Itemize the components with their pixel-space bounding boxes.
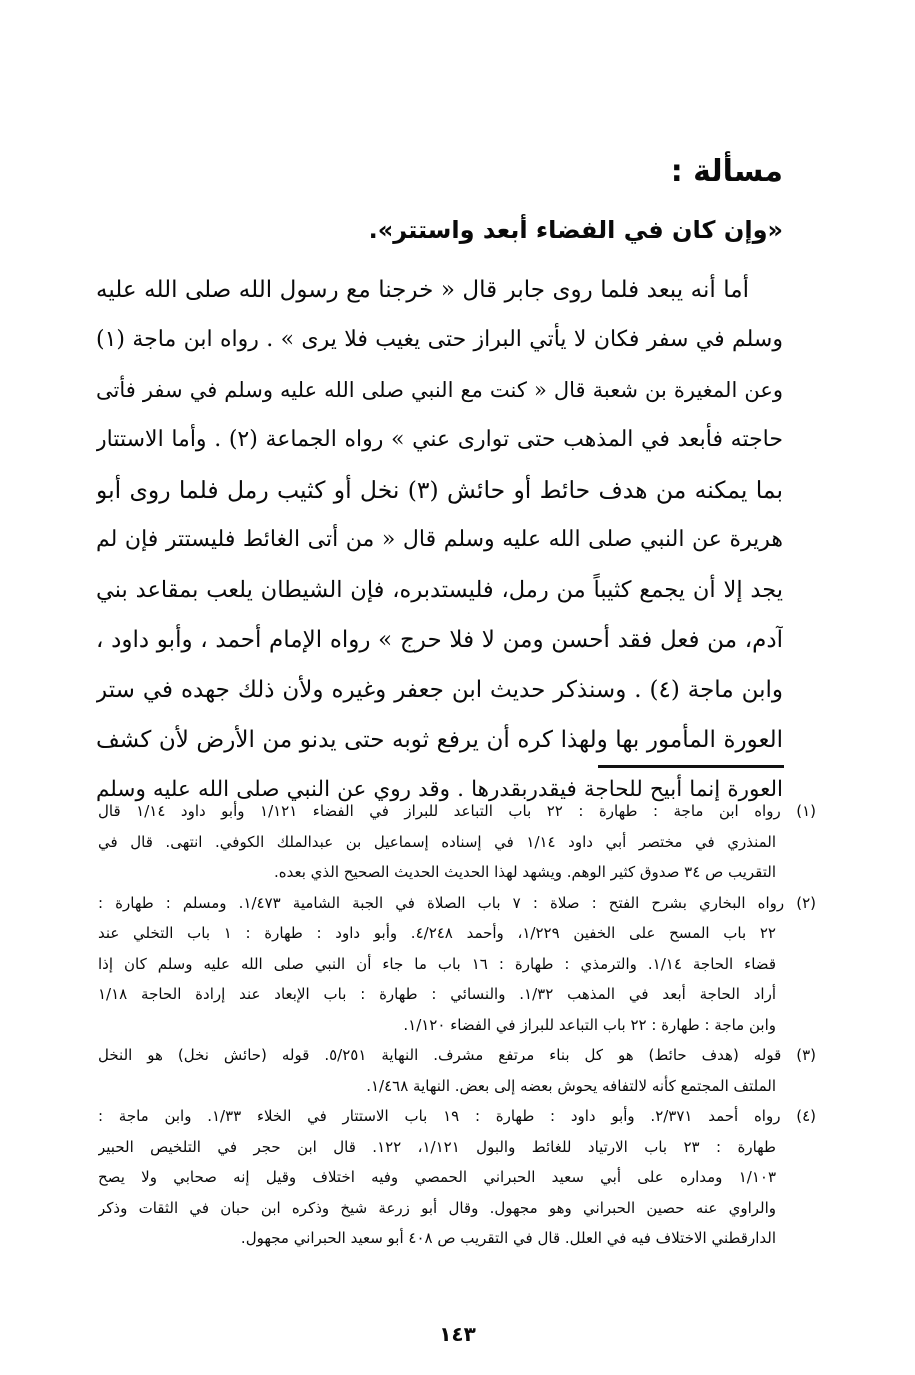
body-line: العورة المأمور بها ولهذا كره أن يرفع ثوبه حتى يدنو من الأرض لأن كشف xyxy=(96,727,783,753)
body-line: آدم، من فعل فقد أحسن ومن لا فلا حرج » رواه الإمام أحمد ، وأبو داود ، xyxy=(96,627,783,653)
footnote-line: قضاء الحاجة ١/١٤. والترمذي : طهارة : ١٦ باب ما جاء أن النبي صلى الله عليه وسلم كان إذا xyxy=(98,954,776,973)
footnote-line: (٤) رواه أحمد ٢/٣٧١. وأبو داود : طهارة : ١٩ باب الاستتار في الخلاء ١/٣٣. وابن ماجة : xyxy=(98,1107,816,1125)
footnote-line: ١/١٠٣ ومداره على أبي سعيد الحبراني الحمصي وفيه اختلاف وقيل إنه صحابي ولا يصح xyxy=(98,1168,776,1186)
footnote-line: طهارة : ٢٣ باب الارتياد للغائط والبول ١/١٢١، ١٢٢. قال ابن حجر في التلخيص الحبير xyxy=(98,1137,776,1156)
body-line: حاجته فأبعد في المذهب حتى توارى عني » رواه الجماعة (٢) . وأما الاستتار xyxy=(96,427,783,452)
body-text xyxy=(96,268,783,818)
footnote-line: (٢) رواه البخاري بشرح الفتح : صلاة : ٧ باب الصلاة في الجبة الشامية ١/٤٧٣. ومسلم : طهارة : xyxy=(98,893,816,912)
body-line: بما يمكنه من هدف حائط أو حائش (٣) نخل أو كثيب رمل فلما روى أبو xyxy=(96,476,783,504)
footnote-line: والراوي عنه حصين الحبراني وهو مجهول. وقال أبو زرعة شيخ وذكره ابن حبان في الثقات وذكر xyxy=(98,1198,776,1217)
body-line: يجد إلا أن يجمع كثيباً من رمل، فليستدبره، فإن الشيطان يلعب بمقاعد بني xyxy=(96,577,783,603)
footnote-line: المنذري في مختصر أبي داود ١/١٤ في إسناده إسماعيل بن عبدالملك الكوفي. انتهى. قال في xyxy=(98,832,777,851)
footnote-line: أراد الحاجة أبعد في المذهب ١/٣٢. والنسائي : طهارة : باب الإبعاد عند إرادة الحاجة ١/١٨ xyxy=(98,985,776,1003)
footnote-line: التقريب ص ٣٤ صدوق كثير الوهم. ويشهد لهذا الحديث الحديث الصحيح الذي بعده. xyxy=(273,863,776,881)
body-line: وسلم في سفر فكان لا يأتي البراز حتى يغيب فلا يرى » . رواه ابن ماجة (١) xyxy=(96,327,783,352)
quoted-text-heading: «وإن كان في الفضاء أبعد واستتر». xyxy=(368,216,783,244)
body-line: هريرة عن النبي صلى الله عليه وسلم قال « من أتى الغائط فليستتر فإن لم xyxy=(96,527,783,552)
body-line: وعن المغيرة بن شعبة قال « كنت مع النبي صلى الله عليه وسلم في سفر فأتى xyxy=(96,378,783,402)
footnotes xyxy=(98,796,816,1254)
footnote-line: الدارقطني الاختلاف فيه في العلل. قال في التقريب ص ٤٠٨ أبو سعيد الحبراني مجهول. xyxy=(240,1229,776,1247)
page-number: ١٤٣ xyxy=(439,1322,476,1346)
body-line: وابن ماجة (٤) . وسنذكر حديث ابن جعفر وغيره ولأن ذلك جهده في ستر xyxy=(96,677,783,703)
footnote-line: (٣) قوله (هدف حائط) هو كل بناء مرتفع مشرف. النهاية ٥/٢٥١. قوله (حائش نخل) هو النخل xyxy=(98,1046,816,1064)
footnote-line: الملتف المجتمع كأنه لالتفافه يحوش بعضه إلى بعض. النهاية ١/٤٦٨. xyxy=(366,1076,776,1095)
footnote-separator xyxy=(598,765,784,768)
footnote-line: (١) رواه ابن ماجة : طهارة : ٢٢ باب التباعد للبراز في الفضاء ١/١٢١ وأبو داود ١/١٤ قال xyxy=(98,802,816,820)
footnote-line: ٢٢ باب المسح على الخفين ١/٢٢٩، وأحمد ٤/٢٤٨. وأبو داود : طهارة : ١ باب التخلي عند xyxy=(98,924,776,942)
footnote-line: وابن ماجة : طهارة : ٢٢ باب التباعد للبراز في الفضاء ١/١٢٠. xyxy=(403,1015,776,1034)
section-heading: مسألة : xyxy=(670,154,783,189)
body-line: العورة إنما أبيح للحاجة فيقدربقدرها . وقد روي عن النبي صلى الله عليه وسلم xyxy=(96,777,783,802)
body-line: أما أنه يبعد فلما روى جابر قال « خرجنا مع رسول الله صلى الله عليه xyxy=(96,277,749,303)
